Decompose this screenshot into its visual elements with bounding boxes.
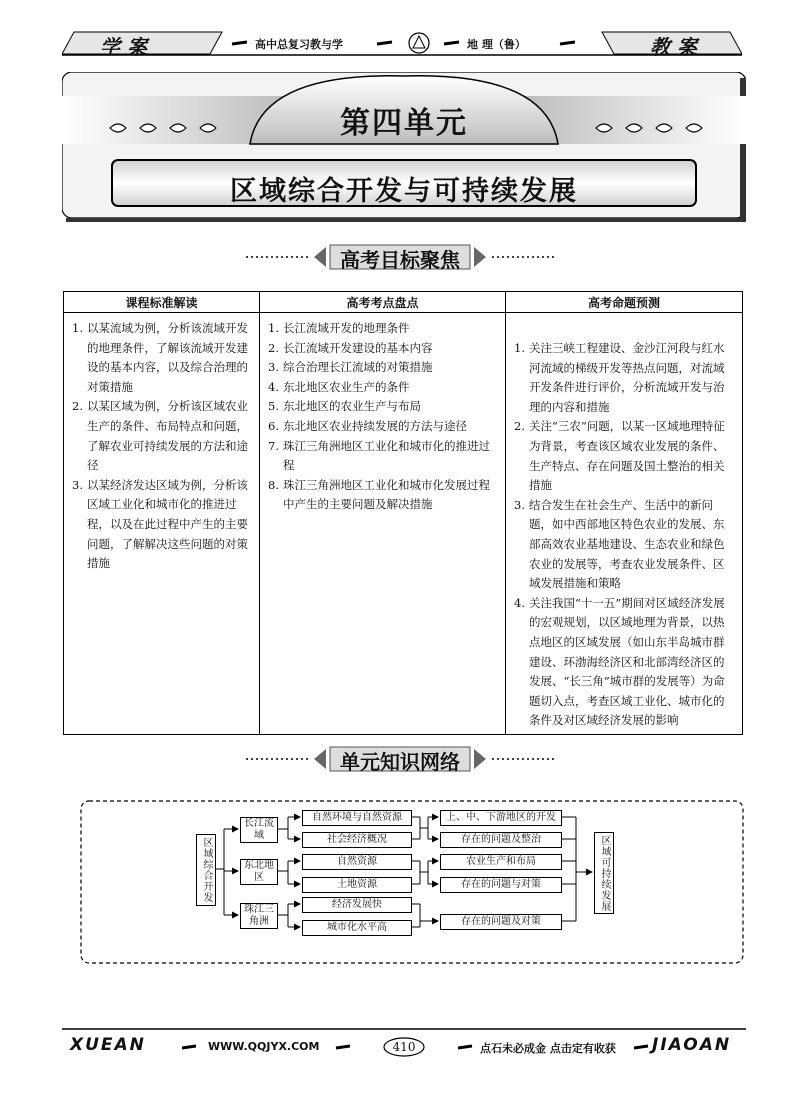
unit-subtitle: 区域综合开发与可持续发展 — [230, 176, 578, 207]
unit-title: 第四单元 — [340, 106, 468, 141]
list-item: 1. 关注三峡工程建设、金沙江河段与红水河流域的梯级开发等热点问题，对流域开发条件进行评价，分析流域开发与治理的内容和措施 — [514, 341, 725, 414]
goal-node: 区域可持续发展 — [594, 832, 614, 914]
condition-node: 土地资源 — [302, 877, 412, 893]
condition-node: 自然资源 — [302, 854, 412, 870]
list-item: 5. 东北地区的农业生产与布局 — [268, 399, 421, 414]
region-node: 珠江三角洲 — [240, 903, 278, 929]
header-decoration — [62, 30, 742, 56]
footer-right-label: JIAOAN — [652, 1035, 732, 1055]
result-node: 存在的问题及整治 — [440, 832, 562, 848]
list-item: 2. 关注“三农”问题，以某一区域地理特征为背景，考查该区域农业发展的条件、生产特点、存在问题及国土整治的相关措施 — [514, 419, 725, 493]
page-footer — [62, 1026, 746, 1060]
region-node: 东北地区 — [240, 859, 278, 885]
table-row — [64, 313, 743, 735]
list-item: 3. 以某经济发达区域为例，分析该区域工业化和城市化的推进过程，以及在此过程中产生的主要问题，了解解决这些问题的对策措施 — [72, 477, 248, 571]
column-header: 高考命题预测 — [506, 292, 743, 313]
list-item: 7. 珠江三角洲地区工业化和城市化的推进过程 — [268, 438, 490, 473]
footer-slogan: 点石未必成金 点击定有收获 — [480, 1042, 616, 1055]
header-subject: 地 理（鲁） — [467, 38, 526, 51]
knowledge-network-diagram — [80, 800, 744, 964]
goals-table — [63, 291, 743, 735]
section-network-title: 单元知识网络 — [340, 750, 460, 774]
condition-node: 自然环境与自然资源 — [302, 810, 412, 826]
result-node: 存在的问题及对策 — [440, 914, 562, 930]
footer-left-label: XUEAN — [70, 1035, 146, 1055]
diagram-connectors — [80, 800, 744, 964]
header-right-label: 教 案 — [650, 35, 697, 59]
list-item: 6. 东北地区农业持续发展的方法与途径 — [268, 418, 467, 433]
list-item: 8. 珠江三角洲地区工业化和城市化发展过程中产生的主要问题及解决措施 — [268, 477, 490, 512]
list-item: 3. 综合治理长江流域的对策措施 — [268, 360, 433, 375]
table-header-row — [64, 292, 743, 313]
footer-url: WWW.QQJYX.COM — [208, 1040, 320, 1053]
column-header: 课程标准解读 — [64, 292, 260, 313]
list-item: 1. 长江流域开发的地理条件 — [268, 321, 410, 335]
list-item: 4. 关注我国“十一五”期间对区域经济发展的宏观规划，以区域地理为背景，以热点地区的区域发展（如山东半岛城市群建设、环渤海经济区和北部湾经济区的发展、“长三角”城市群的发展等）为命题切入点，考查区域工业化、城市化的条件及对区域经济发展的影响 — [514, 595, 725, 728]
page-number: 410 — [392, 1040, 416, 1054]
section-network-heading — [240, 745, 560, 773]
section-goals-title: 高考目标聚焦 — [340, 248, 460, 272]
result-node: 上、中、下游地区的开发 — [440, 810, 562, 826]
condition-node: 经济发展快 — [302, 897, 412, 913]
list-item: 2. 以某区域为例，分析该区域农业生产的条件、布局特点和问题，了解农业可持续发展的方法和途径 — [72, 399, 248, 473]
key-points-cell — [260, 313, 506, 735]
curriculum-cell — [64, 313, 260, 735]
unit-banner — [62, 72, 746, 222]
prediction-cell — [506, 313, 743, 735]
result-node: 农业生产和布局 — [440, 854, 562, 870]
condition-node: 社会经济概况 — [302, 832, 412, 848]
column-header: 高考考点盘点 — [260, 292, 506, 313]
list-item: 2. 长江流域开发建设的基本内容 — [268, 340, 433, 355]
header-left-label: 学 案 — [100, 35, 147, 59]
page-header — [62, 30, 742, 59]
section-goals-heading — [240, 243, 560, 271]
result-node: 存在的问题与对策 — [440, 877, 562, 893]
list-item: 4. 东北地区农业生产的条件 — [268, 379, 410, 394]
condition-node: 城市化水平高 — [302, 920, 412, 936]
root-node: 区域综合开发 — [196, 834, 216, 906]
region-node: 长江流域 — [240, 817, 278, 843]
list-item: 3. 结合发生在社会生产、生活中的新问题，如中西部地区特色农业的发展、东部高效农业基地建设、生态农业和绿色农业的发展等，考查农业发展条件、区域发展措施和策略 — [514, 497, 725, 591]
header-series-title: 高中总复习教与学 — [255, 38, 343, 51]
list-item: 1. 以某流域为例，分析该流域开发的地理条件，了解该流域开发建设的基本内容，以及综合治理的对策措施 — [72, 321, 248, 394]
